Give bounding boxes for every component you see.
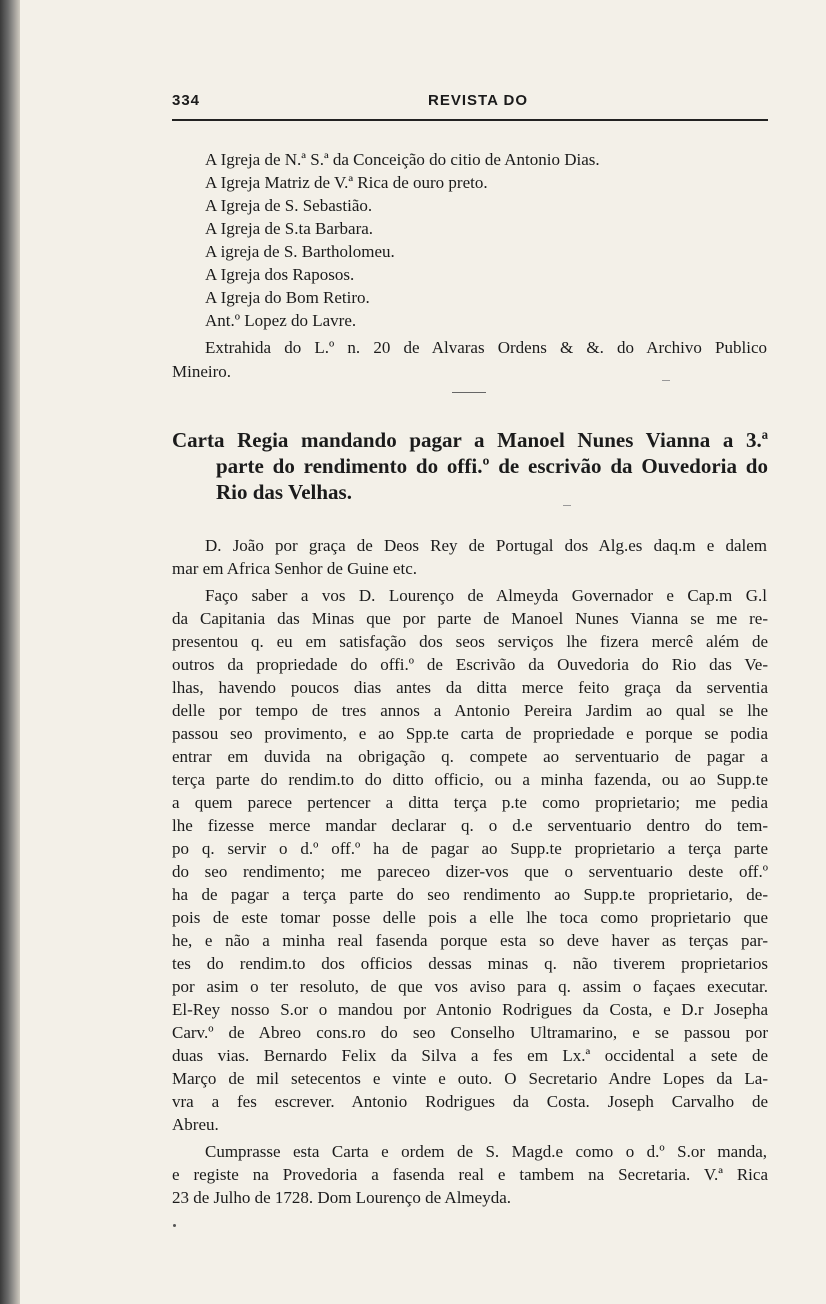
paragraph-line: po q. servir o d.º off.º ha de pagar ao Supp.te proprietario a terça parte [172, 839, 768, 858]
print-speck [563, 505, 571, 506]
paragraph-line: outros da propriedade do offi.º de Escrivão da Ouvedoria do Rio das Ve- [172, 655, 768, 674]
list-item: A Igreja de N.ª S.ª da Conceição do citio de Antonio Dias. [205, 150, 600, 169]
paragraph-line: he, e não a minha real fasenda porque esta so deve haver as terças par- [172, 931, 768, 950]
paragraph-line: entrar em duvida na obrigação q. compete ao serventuario de pagar a [172, 747, 768, 766]
paragraph-line: Carv.º de Abreo cons.ro do seo Conselho Ultramarino, e se passou por [172, 1023, 768, 1042]
paragraph-line: El-Rey nosso S.or o mandou por Antonio Rodrigues da Costa, e D.r Josepha [172, 1000, 768, 1019]
source-note-line: Extrahida do L.º n. 20 de Alvaras Ordens & &. do Archivo Publico [205, 338, 767, 357]
section-title-line: Carta Regia mandando pagar a Manoel Nunes Vianna a 3.ª [172, 428, 768, 452]
page-header [172, 92, 768, 116]
paragraph-line: Cumprasse esta Carta e ordem de S. Magd.e como o d.º S.or manda, [205, 1142, 767, 1161]
list-item: A igreja de S. Bartholomeu. [205, 242, 395, 261]
list-item: Ant.º Lopez do Lavre. [205, 311, 357, 330]
section-title-line: Rio das Velhas. [216, 480, 352, 504]
list-item: A Igreja Matriz de V.ª Rica de ouro preto. [205, 173, 488, 192]
paragraph-line: lhas, havendo poucos dias antes da ditta merce feito graça da serventia [172, 678, 768, 697]
source-note-line: Mineiro. [172, 362, 232, 381]
paragraph-line: vra a fes escrever. Antonio Rodrigues da Costa. Joseph Carvalho de [172, 1092, 768, 1111]
paragraph-line: da Capitania das Minas que por parte de Manoel Nunes Vianna se me re- [172, 609, 768, 628]
paragraph-line: tes do rendim.to dos officios dessas minas q. não tiverem proprietarios [172, 954, 768, 973]
paragraph-line: Abreu. [172, 1115, 219, 1134]
print-speck [173, 1224, 176, 1227]
list-item: A Igreja do Bom Retiro. [205, 288, 370, 307]
list-item: A Igreja dos Raposos. [205, 265, 355, 284]
paragraph-line: a quem parece pertencer a ditta terça p.te como proprietario; me pedia [172, 793, 768, 812]
header-rule [172, 119, 768, 121]
list-item: A Igreja de S. Sebastião. [205, 196, 373, 215]
paragraph-line: por asim o ter resoluto, de que vos aviso para q. assim o façaes executar. [172, 977, 768, 996]
paragraph-line: e registe na Provedoria a fasenda real e tambem na Secretaria. V.ª Rica [172, 1165, 768, 1184]
list-item: A Igreja de S.ta Barbara. [205, 219, 374, 238]
paragraph-line: presentou q. eu em satisfação dos seos serviços lhe fizera mercê além de [172, 632, 768, 651]
paragraph-line: duas vias. Bernardo Felix da Silva a fes em Lx.ª occidental a sete de [172, 1046, 768, 1065]
paragraph-line: passou seo provimento, e ao Spp.te carta de propriedade e porque se podia [172, 724, 768, 743]
page-number: 334 [172, 92, 201, 109]
section-divider [452, 392, 486, 393]
paragraph-line: do seo rendimento; me pareceo dizer-vos que o serventuario deste off.º [172, 862, 768, 881]
paragraph-line: 23 de Julho de 1728. Dom Lourenço de Almeyda. [172, 1188, 511, 1207]
paragraph-line: Faço saber a vos D. Lourenço de Almeyda Governador e Cap.m G.l [205, 586, 767, 605]
print-speck [662, 380, 670, 381]
running-title: REVISTA DO [428, 92, 529, 109]
paragraph-line: Março de mil setecentos e vinte e outo. O Secretario Andre Lopes da La- [172, 1069, 768, 1088]
paragraph-line: terça parte do rendim.to do ditto officio, ou a minha fazenda, ou ao Supp.te [172, 770, 768, 789]
paragraph-line: pois de este tomar posse delle pois a elle lhe toca como proprietario que [172, 908, 768, 927]
paragraph-line: delle por tempo de tres annos a Antonio Pereira Jardim ao qual se lhe [172, 701, 768, 720]
paragraph-line: D. João por graça de Deos Rey de Portugal dos Alg.es daq.m e dalem [205, 536, 767, 555]
paragraph-line: ha de pagar a terça parte do seo rendimento ao Supp.te proprietario, de- [172, 885, 768, 904]
paragraph-line: mar em Africa Senhor de Guine etc. [172, 559, 417, 578]
section-title-line: parte do rendimento do offi.º de escrivão da Ouvedoria do [216, 454, 768, 478]
paragraph-line: lhe fizesse merce mandar declarar q. o d.e serventuario dentro do tem- [172, 816, 768, 835]
